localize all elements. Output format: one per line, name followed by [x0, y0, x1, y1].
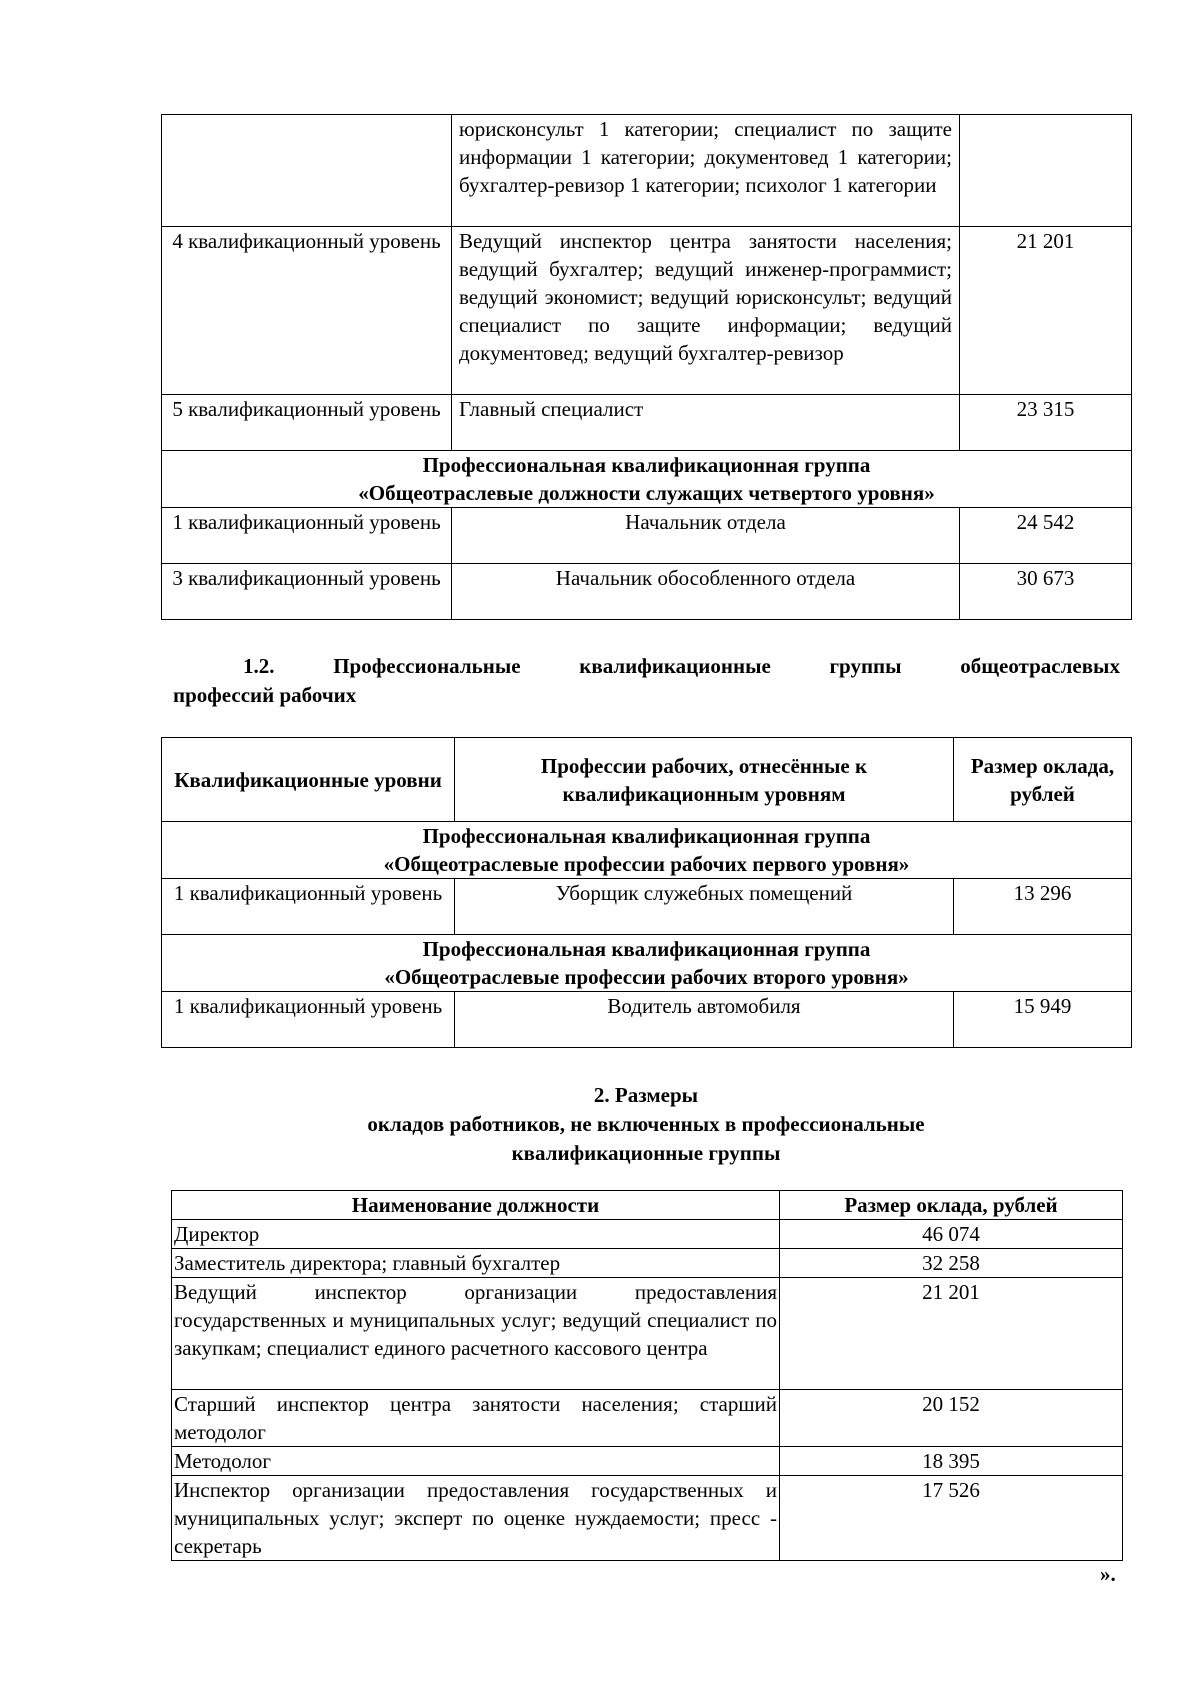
section-1-2-line2: профессий рабочих: [173, 683, 357, 707]
salary-cell: 32 258: [780, 1249, 1123, 1278]
salary-cell: [960, 115, 1132, 227]
section-2-line2: окладов работников, не включенных в профессиональные: [367, 1112, 925, 1136]
salary-cell: 13 296: [954, 879, 1132, 935]
table-row: [172, 1220, 1123, 1249]
position-name-cell: Инспектор организации предоставления государственных и муниципальных услуг; эксперт по оценке нуждаемости; пресс - секретарь: [172, 1476, 780, 1561]
group-header-line2: «Общеотраслевые должности служащих четвертого уровня»: [358, 481, 935, 505]
heading-word: Профессиональные: [333, 654, 521, 678]
level-cell: 4 квалификационный уровень: [162, 227, 452, 395]
column-header: Размер оклада, рублей: [780, 1191, 1123, 1220]
closing-quote: ».: [1100, 1562, 1116, 1586]
section-2-heading: [161, 1081, 1131, 1168]
position-name-cell: Старший инспектор центра занятости населения; старший методолог: [172, 1390, 780, 1447]
group-header: [162, 935, 1132, 992]
salary-cell: 20 152: [780, 1390, 1123, 1447]
salary-cell: 21 201: [960, 227, 1132, 395]
group-header-row: [162, 451, 1132, 508]
table-row: [172, 1476, 1123, 1561]
group-header-row: [162, 822, 1132, 879]
table-row: [162, 508, 1132, 564]
column-header: Наименование должности: [172, 1191, 780, 1220]
position-name-cell: Ведущий инспектор организации предоставления государственных и муниципальных услуг; ведущий специалист по закупкам; специалист единого расчетного кассового центра: [172, 1278, 780, 1390]
table-header-row: [162, 738, 1132, 822]
level-cell: 1 квалификационный уровень: [162, 508, 452, 564]
heading-word: общеотраслевых: [960, 654, 1120, 678]
position-name-cell: Директор: [172, 1220, 780, 1249]
section-1-2-heading: [173, 652, 1120, 710]
positions-cell: Начальник обособленного отдела: [452, 564, 960, 620]
heading-word: квалификационные: [579, 654, 771, 678]
positions-cell: Главный специалист: [452, 395, 960, 451]
salary-cell: 21 201: [780, 1278, 1123, 1390]
salary-table-other: [171, 1190, 1123, 1561]
group-header: [162, 822, 1132, 879]
group-header-line1: Профессиональная квалификационная группа: [422, 937, 871, 961]
table-row: [172, 1278, 1123, 1390]
table-row: [162, 879, 1132, 935]
table-row: [162, 564, 1132, 620]
column-header: Профессии рабочих, отнесённые к квалификационным уровням: [455, 738, 954, 822]
table-row: [172, 1447, 1123, 1476]
profession-cell: Водитель автомобиля: [455, 992, 954, 1048]
level-cell: 5 квалификационный уровень: [162, 395, 452, 451]
table-row: [162, 992, 1132, 1048]
table-row: [162, 227, 1132, 395]
section-2-line1: 2. Размеры: [593, 1083, 699, 1107]
column-header: Квалификационные уровни: [162, 738, 455, 822]
positions-cell: Начальник отдела: [452, 508, 960, 564]
heading-word: группы: [829, 654, 902, 678]
table-row: [172, 1390, 1123, 1447]
salary-table-employees: [161, 114, 1132, 620]
table-row: [172, 1249, 1123, 1278]
group-header-line2: «Общеотраслевые профессии рабочих второго уровня»: [384, 965, 909, 989]
table-header-row: [172, 1191, 1123, 1220]
group-header-line1: Профессиональная квалификационная группа: [422, 453, 871, 477]
group-header-line1: Профессиональная квалификационная группа: [422, 824, 871, 848]
salary-cell: 17 526: [780, 1476, 1123, 1561]
salary-cell: 18 395: [780, 1447, 1123, 1476]
salary-cell: 30 673: [960, 564, 1132, 620]
salary-cell: 46 074: [780, 1220, 1123, 1249]
salary-cell: 24 542: [960, 508, 1132, 564]
salary-cell: 23 315: [960, 395, 1132, 451]
salary-table-workers: [161, 737, 1132, 1048]
level-cell: 1 квалификационный уровень: [162, 879, 455, 935]
positions-cell: юрисконсульт 1 категории; специалист по защите информации 1 категории; документовед 1 категории; бухгалтер-ревизор 1 категории; психолог 1 категории: [452, 115, 960, 227]
position-name-cell: Заместитель директора; главный бухгалтер: [172, 1249, 780, 1278]
position-name-cell: Методолог: [172, 1447, 780, 1476]
group-header: [162, 451, 1132, 508]
level-cell: 1 квалификационный уровень: [162, 992, 455, 1048]
column-header: Размер оклада, рублей: [954, 738, 1132, 822]
profession-cell: Уборщик служебных помещений: [455, 879, 954, 935]
section-1-2-line1: [173, 652, 1120, 681]
group-header-line2: «Общеотраслевые профессии рабочих первого уровня»: [383, 852, 910, 876]
level-cell: 3 квалификационный уровень: [162, 564, 452, 620]
heading-word: 1.2.: [243, 654, 275, 678]
group-header-row: [162, 935, 1132, 992]
table-row: [162, 115, 1132, 227]
section-2-line3: квалификационные группы: [511, 1141, 781, 1165]
salary-cell: 15 949: [954, 992, 1132, 1048]
table-row: [162, 395, 1132, 451]
positions-cell: Ведущий инспектор центра занятости населения; ведущий бухгалтер; ведущий инженер-программист; ведущий экономист; ведущий юрисконсульт; ведущий специалист по защите информации; ведущий документовед; ведущий бухгалтер-ревизор: [452, 227, 960, 395]
level-cell: [162, 115, 452, 227]
